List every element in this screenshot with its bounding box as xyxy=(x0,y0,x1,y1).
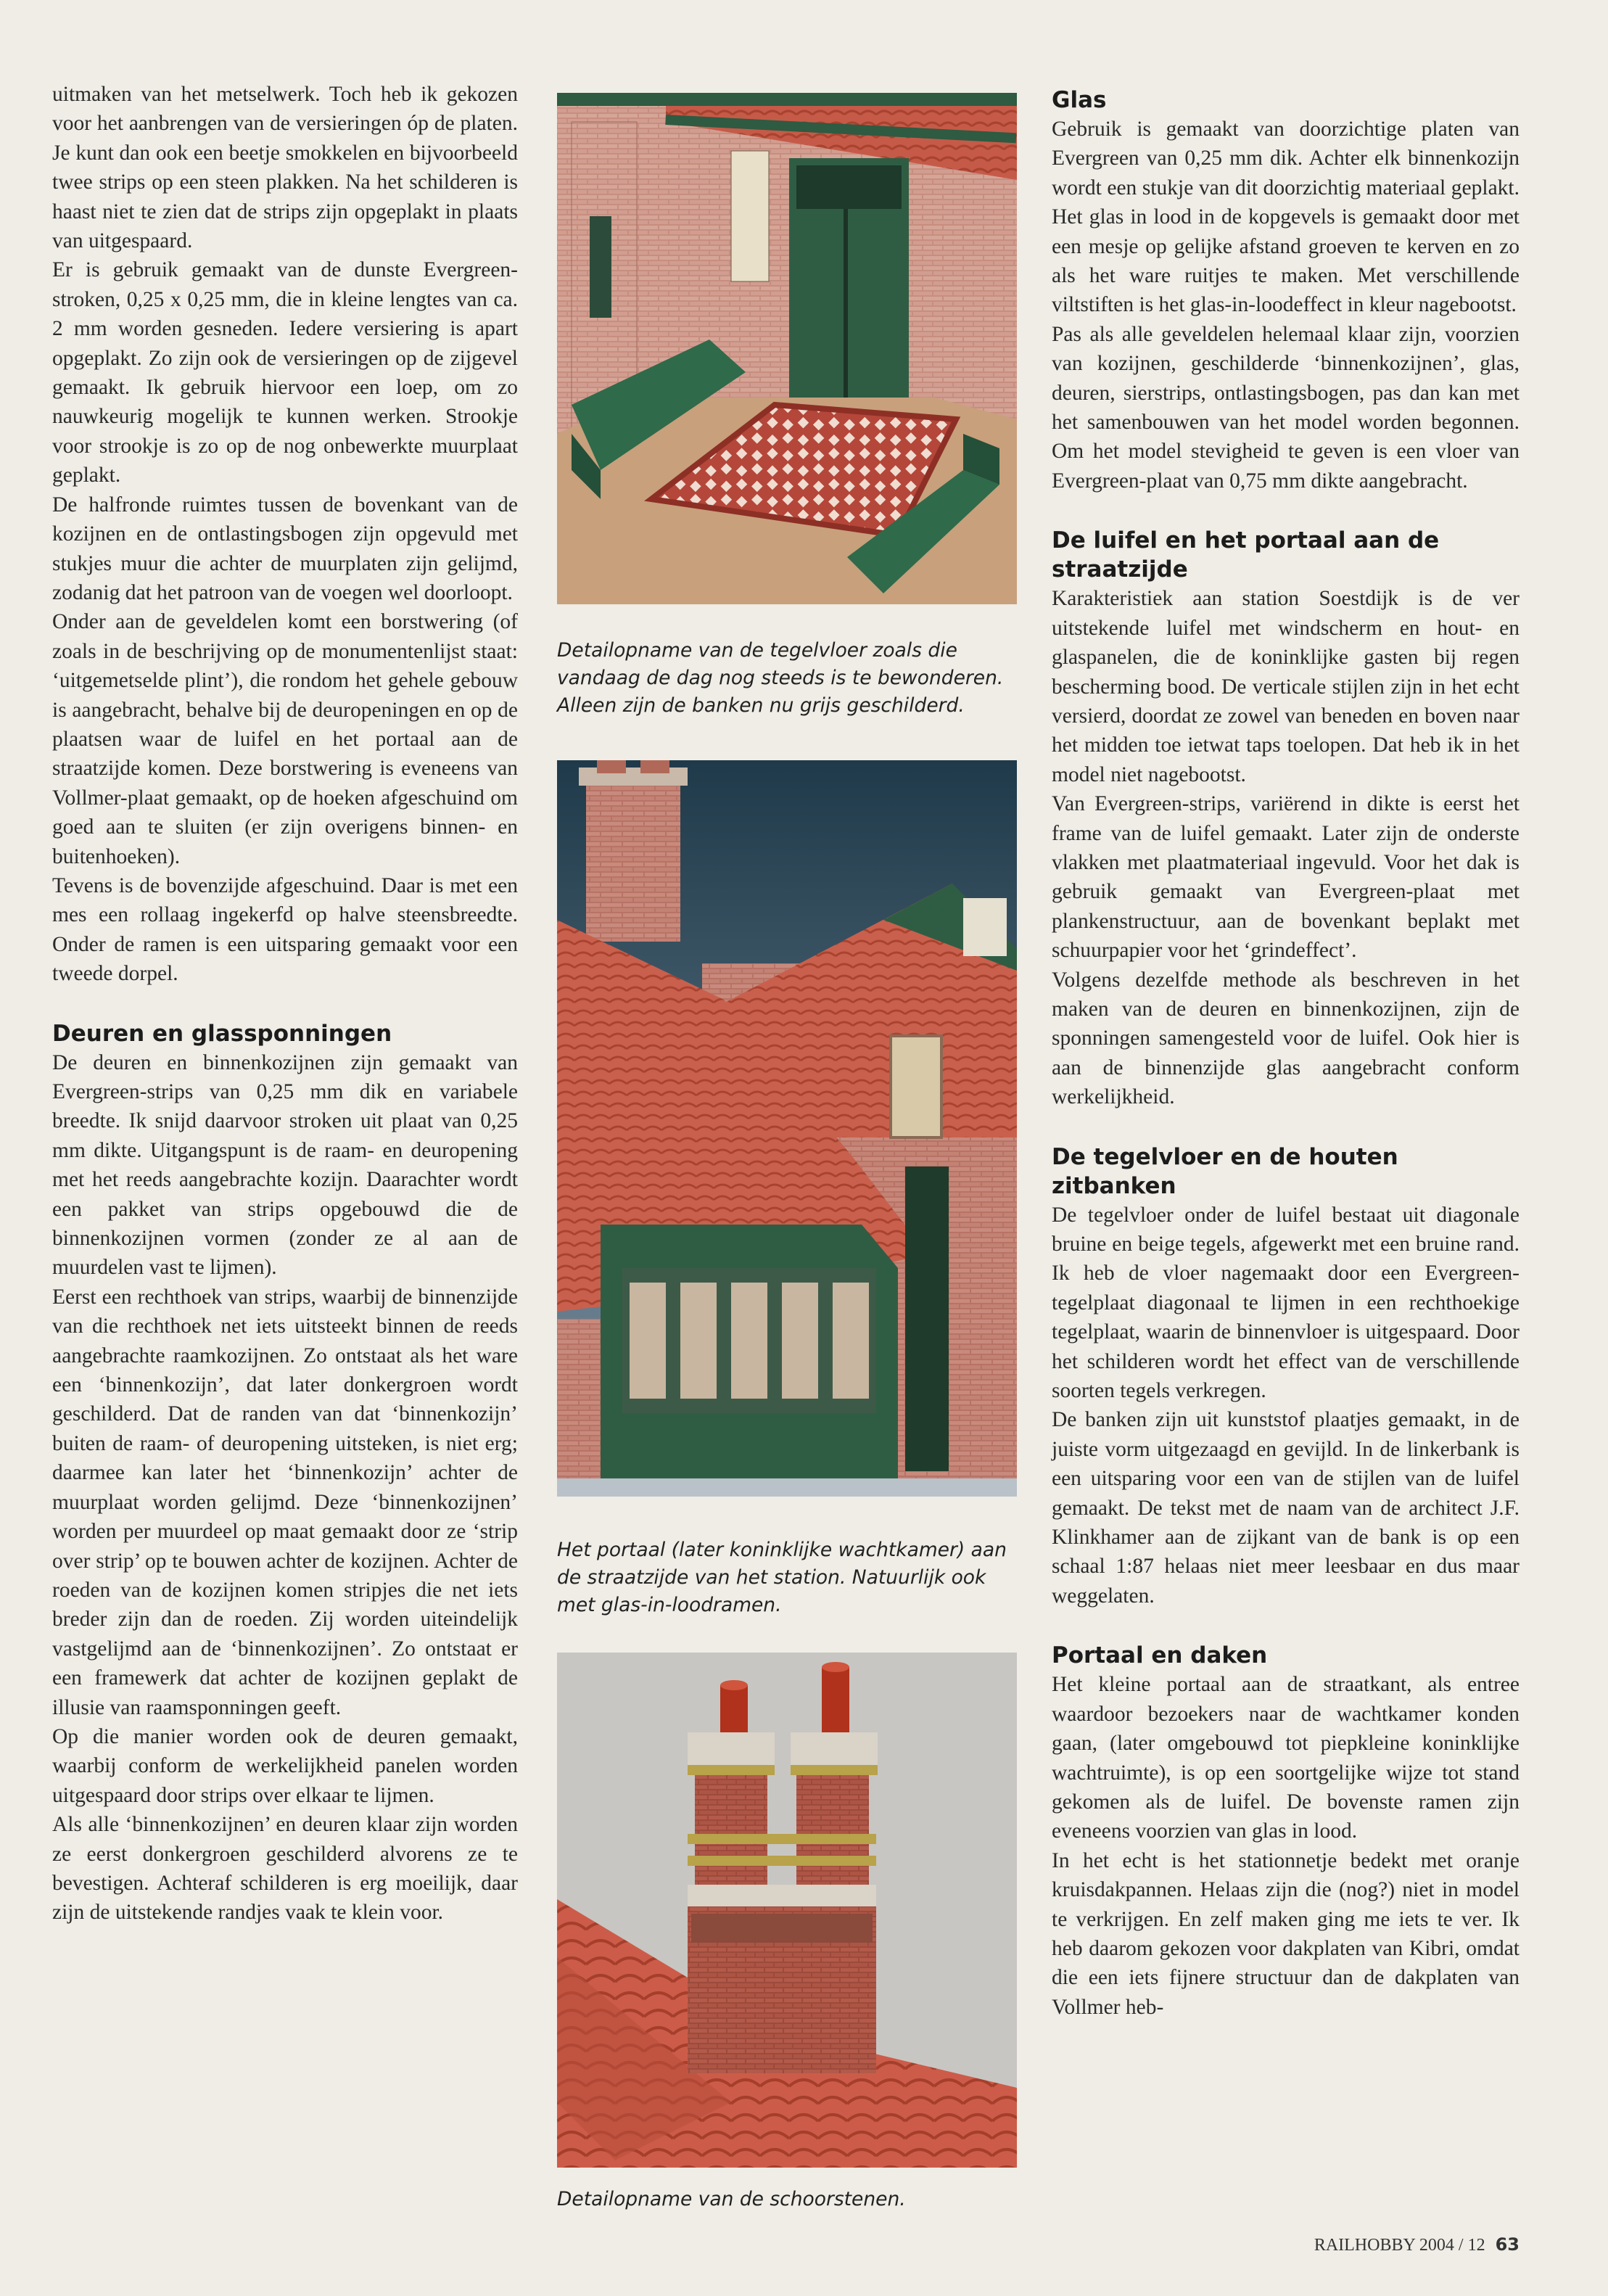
paragraph: Op die manier worden ook de deuren gemaakt, waarbij conform de werkelijkheid panelen worden uitgespaard door strips over elkaar te lijmen. xyxy=(52,1724,518,1807)
chimney-photo xyxy=(557,1653,1017,2168)
section-heading-glas: Glas xyxy=(1052,87,1107,113)
paragraph: In het echt is het stationnetje bedekt met oranje kruisdakpannen. Helaas zijn die (nog?) niet in model te verkrijgen. En zelf maken ging me iets te ver. Ik heb daarom gekozen voor dakplaten van Kibri, omdat die een iets fijnere structuur dan de dakplaten van Vollmer heb- xyxy=(1052,1848,1520,2019)
paragraph: Onder aan de geveldelen komt een borstwering (of zoals in de beschrijving op de monumentenlijst staat: ‘uitgemetselde plint’), die rondom het gehele gebouw is aangebracht, behalve bij de deuropeningen en op de plaatsen waar de luifel en het portaal aan de straatzijde komen. Deze borstwering is eveneens van Vollmer-plaat gemaakt, op de hoeken afgeschuind om goed aan te sluiten (er zijn overigens binnen- en buitenhoeken). xyxy=(52,610,518,868)
magazine-issue: RAILHOBBY 2004 / 12 xyxy=(1314,2236,1485,2255)
section-heading-deuren: Deuren en glassponningen xyxy=(52,1020,392,1047)
paragraph: De halfronde ruimtes tussen de bovenkant van de kozijnen en de ontlastingsbogen zijn opgevuld met stukjes muur die achter de muurplaten zijn gelijmd, zodanig dat het patroon van de voegen wel doorloopt. xyxy=(52,493,518,604)
page-number: 63 xyxy=(1495,2234,1520,2255)
paragraph: Gebruik is gemaakt van doorzichtige platen van Evergreen van 0,25 mm dik. Achter elk binnenkozijn wordt een stukje van dit doorzichtig materiaal geplakt. Het glas in lood in de kopgevels is gemaakt door met een mesje op gelijke afstand groeven te kerven en zo als het ware ruitjes te maken. Met verschillende viltstiften is het glas-in-loodeffect in kleur nagebootst. xyxy=(1052,118,1520,317)
caption-chimneys: Detailopname van de schoorstenen. xyxy=(557,2188,906,2210)
column-left xyxy=(52,80,518,1927)
caption-portal: Het portaal (later koninklijke wachtkamer) aan de straatzijde van het station. Natuurlijk ook met glas-in-loodramen. xyxy=(557,1539,1007,1616)
paragraph: Van Evergreen-strips, variërend in dikte is eerst het frame van de luifel gemaakt. Later zijn de onderste vlakken met plaatmateriaal ingevuld. Voor het dak is gebruik gemaakt van Evergreen-plaat met plankenstructuur, aan de bovenkant beplakt met schuurpapier voor het ‘grindeffect’. xyxy=(1052,792,1520,963)
paragraph: Karakteristiek aan station Soestdijk is de ver uitstekende luifel met windscherm en hout- en glaspanelen, die de koninklijke gasten bij regen bescherming bood. De verticale stijlen zijn in het echt versierd, doordat ze zowel van beneden en boven naar het midden toe ietwat taps toelopen. Dat heb ik in het model niet nagebootst. xyxy=(1052,587,1520,786)
portal-photo xyxy=(557,760,1017,1497)
paragraph: De deuren en binnenkozijnen zijn gemaakt van Evergreen-strips van 0,25 mm dik en variabele breedte. Ik snijd daarvoor stroken uit plaat van 0,25 mm dikte. Uitgangspunt is de raam- en deuropening met het reeds aangebrachte kozijn. Daarachter wordt een pakket van strips opgebouwd die de binnenkozijnen vormen (zonder ze al aan de muurdelen vast te lijmen). xyxy=(52,1050,518,1280)
tile-floor-photo xyxy=(557,93,1017,604)
caption-tile-floor: Detailopname van de tegelvloer zoals die vandaag de dag nog steeds is te bewonderen. Alleen zijn de banken nu grijs geschilderd. xyxy=(557,639,1004,717)
page-footer xyxy=(1314,2234,1520,2255)
section-heading-tegelvloer: De tegelvloer en de houten zitbanken xyxy=(1052,1143,1398,1199)
paragraph: De banken zijn uit kunststof plaatjes gemaakt, in de juiste vorm uitgezaagd en gevijld. In de linkerbank is een uitsparing voor een van de stijlen van de luifel gemaakt. De tekst met de naam van de architect J.F. Klinkhamer aan de zijkant van de bank is op een schaal 1:87 helaas niet meer leesbaar en dus maar weggelaten. xyxy=(1052,1408,1520,1608)
paragraph: Tevens is de bovenzijde afgeschuind. Daar is met een mes een rollaag ingekerfd op halve steensbreedte. Onder de ramen is een uitsparing gemaakt voor een tweede dorpel. xyxy=(52,873,518,986)
section-heading-portaal: Portaal en daken xyxy=(1052,1642,1268,1669)
paragraph: uitmaken van het metselwerk. Toch heb ik gekozen voor het aanbrengen van de versieringen óp de platen. Je kunt dan ook een beetje smokkelen en bijvoorbeeld twee strips op een steen plakken. Na het schilderen is haast niet te zien dat de strips zijn opgeplakt in plaats van uitgespaard. xyxy=(52,83,518,253)
paragraph: Pas als alle geveldelen helemaal klaar zijn, voorzien van kozijnen, geschilderde ‘binnenkozijnen’, glas, deuren, sierstrips, ontlastingsbogen, pas dan kan met het samenbouwen van het model worden begonnen. Om het model stevigheid te geven is een vloer van Evergreen-plaat van 0,75 mm dikte aangebracht. xyxy=(1052,322,1520,493)
paragraph: Volgens dezelfde methode als beschreven in het maken van de deuren en binnenkozijnen, zijn de sponningen samengesteld voor de luifel. Ook hier is aan de binnenzijde glas aangebracht conform werkelijkheid. xyxy=(1052,968,1520,1109)
section-heading-luifel: De luifel en het portaal aan de straatzijde xyxy=(1052,527,1440,583)
paragraph: De tegelvloer onder de luifel bestaat uit diagonale bruine en beige tegels, afgewerkt met een bruine rand. Ik heb de vloer nagemaakt door een Evergreen-tegelplaat diagonaal te lijmen in een rechthoekige tegelplaat, waarin de binnenvloer is uitgespaard. Door het schilderen wordt het effect van de verschillende soorten tegels verkregen. xyxy=(1052,1203,1520,1403)
paragraph: Eerst een rechthoek van strips, waarbij de binnenzijde van die rechthoek net iets uitsteekt binnen de reeds aangebrachte raamkozijnen. Zo ontstaat als het ware een ‘binnenkozijn’, dat later donkergroen wordt geschilderd. Dat de randen van dat ‘binnenkozijn’ buiten de raam- of deuropening uitsteken, is niet erg; daarmee kan later het ‘binnenkozijn’ achter de muurplaat worden gelijmd. Deze ‘binnenkozijnen’ worden per muurdeel op maat gemaakt door ze ‘strip over strip’ op te bouwen achter de kozijnen. Achter de roeden van de kozijnen komen stripjes die net iets breder zijn dan de roeden. Zij worden uiteindelijk vastgelijmd aan de ‘binnenkozijnen’. Zo ontstaat er een framewerk dat achter de kozijnen geplakt de illusie van raamsponningen geeft. xyxy=(52,1285,518,1719)
paragraph: Er is gebruik gemaakt van de dunste Evergreen-stroken, 0,25 x 0,25 mm, die in kleine lengtes van ca. 2 mm worden gesneden. Iedere versiering is apart opgeplakt. Zo zijn ook de versieringen op de zijgevel gemaakt. Ik gebruik hiervoor een loep, om zo nauwkeurig mogelijk te kunnen werken. Strookje voor strookje is zo op de nog onbewerkte muurplaat geplakt. xyxy=(52,258,518,487)
column-right xyxy=(1052,80,1520,2022)
paragraph: Als alle ‘binnenkozijnen’ en deuren klaar zijn worden ze eerst donkergroen geschilderd alvorens ze te bevestigen. Achteraf schilderen is erg moeilijk, daar zijn de uitstekende randjes vaak te klein voor. xyxy=(52,1813,518,1925)
paragraph: Het kleine portaal aan de straatkant, als entree waardoor bezoekers naar de wachtkamer konden gaan, (later omgebouwd tot piepkleine koninklijke wachtruimte), is op een soortgelijke wijze tot stand gekomen als de luifel. De bovenste ramen zijn eveneens voorzien van glas in lood. xyxy=(1052,1673,1520,1843)
